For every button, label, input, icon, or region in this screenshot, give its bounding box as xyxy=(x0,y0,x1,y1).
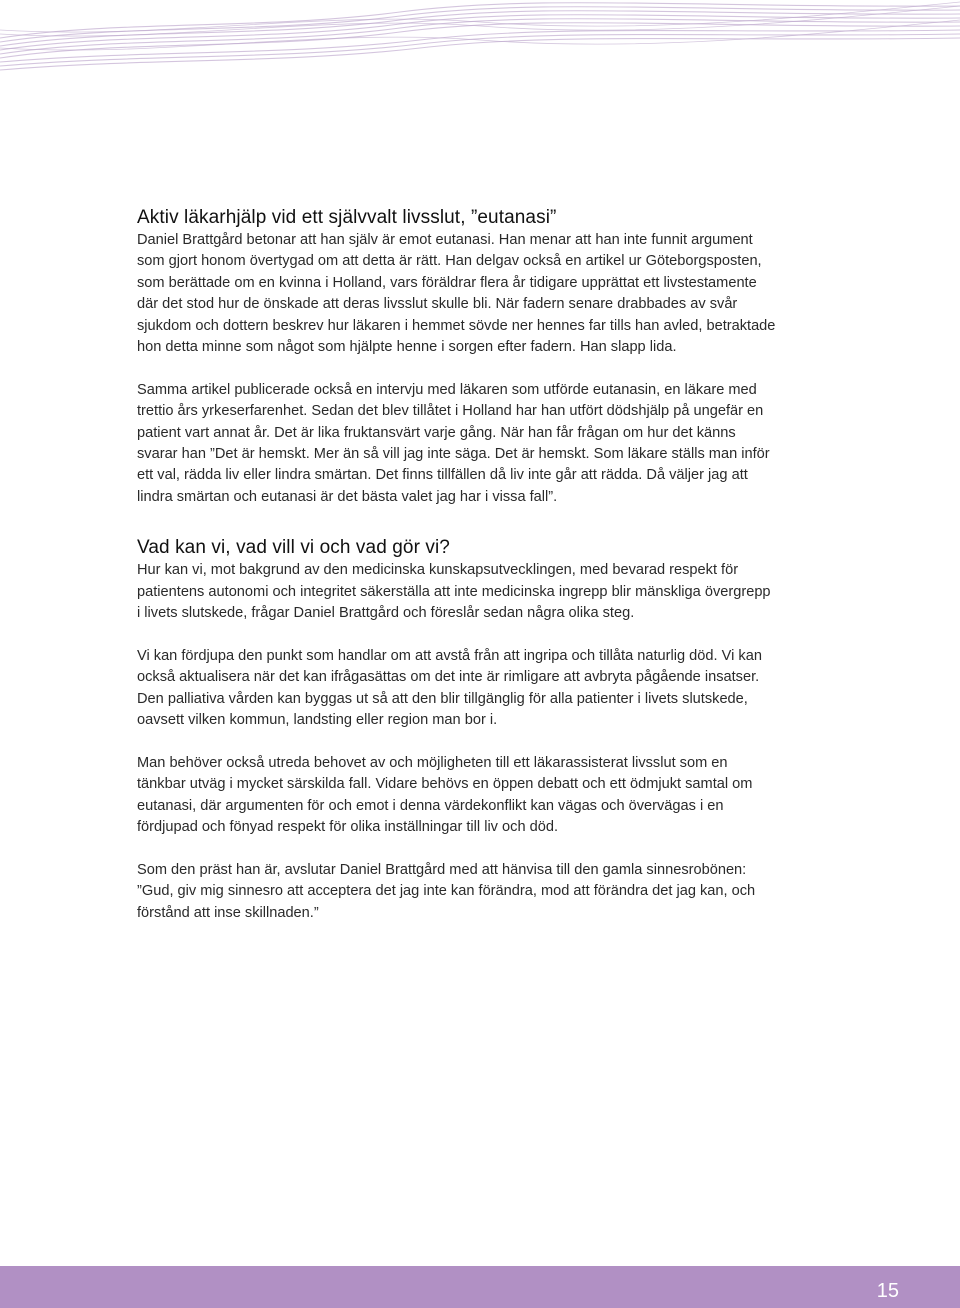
section-heading: Vad kan vi, vad vill vi och vad gör vi? xyxy=(137,537,450,559)
article-body xyxy=(137,206,777,924)
paragraph: Daniel Brattgård betonar att han själv är emot eutanasi. Han menar att han inte funnit argument som gjort honom övertygad om att detta är rätt. Han delgav också en artikel ur Göteborgsposten, som berättade om en kvinna i Holland, vars föräldrar flera år tidigare upprättat ett livstestamente där det stod hur de önskade att deras livsslut skulle bli. När fadern senare drabbades av svår sjukdom och dottern beskrev hur läkaren i hemmet sövde ner hennes far tills han avled, betraktade hon detta minne som något som hjälpte henne i sorgen efter fadern. Han slapp lida. xyxy=(137,232,776,356)
section-heading: Aktiv läkarhjälp vid ett självvalt livsslut, ”eutanasi” xyxy=(137,207,557,228)
page-number: 15 xyxy=(876,1280,899,1302)
section-eutanasi xyxy=(137,206,777,508)
footer-band xyxy=(0,1266,960,1308)
paragraph: Man behöver också utreda behovet av och möjligheten till ett läkarassisterat livsslut som en tänkbar utväg i mycket särskilda fall. Vidare behövs en öppen debatt och ett ödmjukt samtal om eutanasi, där argumenten för och emot i denna värdekonflikt kan vägas och övervägas i en fördjupad och fönyad respekt för olika inställningar till liv och död. xyxy=(137,754,753,836)
paragraph: Som den präst han är, avslutar Daniel Brattgård med att hänvisa till den gamla sinnesrobönen: ”Gud, giv mig sinnesro att acceptera det jag inte kan förändra, mod att förändra det jag kan, och förstånd att inse skillnaden.” xyxy=(137,861,756,921)
decorative-wave-pattern xyxy=(0,0,960,80)
paragraph: Hur kan vi, mot bakgrund av den medicinska kunskapsutvecklingen, med bevarad respekt för patientens autonomi och integritet säkerställa att inte medicinska ingrepp blir mänskliga övergrepp i livets slutskede, frågar Daniel Brattgård och föreslår sedan några olika steg. xyxy=(137,562,771,622)
paragraph: Samma artikel publicerade också en intervju med läkaren som utförde eutanasin, en läkare med trettio års yrkeserfarenhet. Sedan det blev tillåtet i Holland har han utfört dödshjälp på ungefär en patient vart annat år. Det är lika fruktansvärt varje gång. När han får frågan om hur det känns svarar han ”Det är hemskt. Mer än så vill jag inte säga. Det är hemskt. Som läkare ställs man inför ett val, rädda liv eller lindra smärtan. Det finns tillfällen då liv inte går att rädda. Då väljer jag att lindra smärtan och eutanasi är det bästa valet jag har i vissa fall”. xyxy=(137,381,770,505)
paragraph: Vi kan fördjupa den punkt som handlar om att avstå från att ingripa och tillåta naturlig död. Vi kan också aktualisera när det kan ifrågasättas om det inte är rimligare att avbryta pågående insatser. Den palliativa vården kan byggas ut så att den blir tillgänglig för alla patienter i livets slutskede, oavsett vilken kommun, landsting eller region man bor i. xyxy=(137,647,762,729)
section-vad-kan-vi xyxy=(137,536,777,924)
